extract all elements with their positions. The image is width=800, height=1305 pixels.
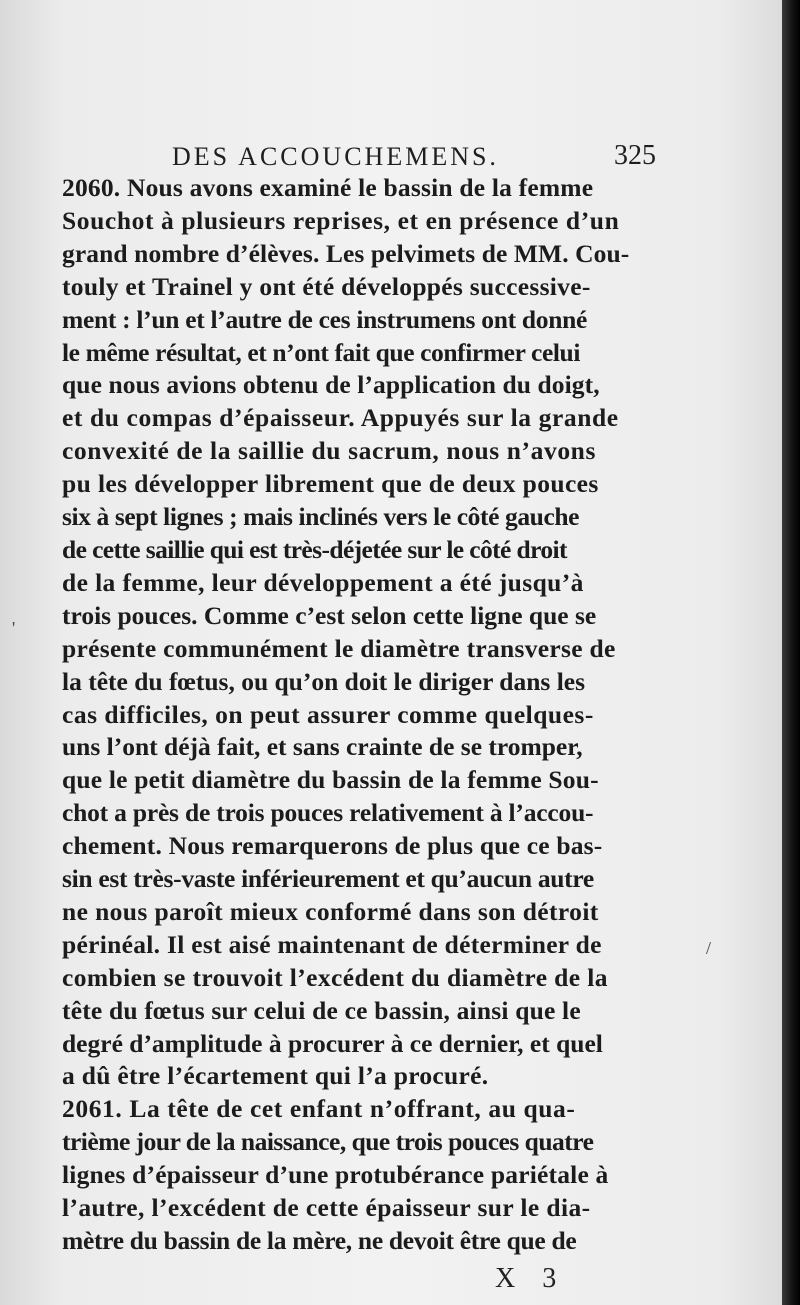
text-line: de cette saillie qui est très-déjetée sur le côté droit	[62, 534, 567, 564]
text-line: combien se trouvoit l’excédent du diamètre de la	[62, 962, 608, 992]
text-line: chement. Nous remarquerons de plus que ce bas-	[62, 831, 603, 861]
text-line: que le petit diamètre du bassin de la femme Sou-	[62, 765, 599, 795]
text-line: cas difficiles, on peut assurer comme quelques-	[62, 699, 594, 729]
text-line: convexité de la saillie du sacrum, nous n’avons	[62, 436, 596, 466]
text-line: uns l’ont déjà fait, et sans crainte de se tromper,	[62, 732, 583, 762]
text-line: périnéal. Il est aisé maintenant de déterminer de	[62, 929, 602, 959]
text-line: chot a près de trois pouces relativement à l’accou-	[62, 798, 594, 828]
text-line: trois pouces. Comme c’est selon cette ligne que se	[62, 600, 597, 630]
scan-edge	[782, 0, 800, 1305]
text-line: a dû être l’écartement qui l’a procuré.	[62, 1061, 489, 1091]
text-line: lignes d’épaisseur d’une protubérance pariétale à	[62, 1160, 609, 1190]
text-line: grand nombre d’élèves. Les pelvimets de MM. Cou-	[62, 238, 630, 268]
stray-mark: '	[12, 618, 16, 638]
text-line: touly et Trainel y ont été développés successive-	[62, 271, 591, 301]
text-line: ment : l’un et l’autre de ces instrumens ont donné	[62, 304, 587, 334]
text-line: six à sept lignes ; mais inclinés vers le côté gauche	[62, 502, 580, 532]
text-line: la tête du fœtus, ou qu’on doit le diriger dans les	[62, 666, 586, 696]
text-line: Souchot à plusieurs reprises, et en présence d’un	[62, 205, 620, 235]
body-text	[62, 172, 662, 1258]
text-line: le même résultat, et n’ont fait que confirmer celui	[62, 337, 581, 367]
text-line: pu les développer librement que de deux pouces	[62, 469, 599, 499]
text-line: ne nous paroît mieux conformé dans son détroit	[62, 896, 599, 926]
text-line: présente communément le diamètre transverse de	[62, 633, 616, 663]
text-line: sin est très-vaste inférieurement et qu’aucun autre	[62, 864, 594, 894]
text-line: 2060. Nous avons examiné le bassin de la femme	[62, 173, 594, 202]
text-line: de la femme, leur développement a été jusqu’à	[62, 567, 584, 597]
text-line: l’autre, l’excédent de cette épaisseur sur le dia-	[62, 1193, 591, 1223]
text-line: degré d’amplitude à procurer à ce dernier, et quel	[62, 1028, 603, 1058]
stray-mark: /	[706, 938, 712, 958]
text-line: 2061. La tête de cet enfant n’offrant, au qua-	[62, 1094, 576, 1124]
text-line: mètre du bassin de la mère, ne devoit être que de	[62, 1226, 577, 1255]
running-head: DES ACCOUCHEMENS.	[172, 142, 499, 171]
text-line: tête du fœtus sur celui de ce bassin, ainsi que le	[62, 995, 581, 1025]
signature-mark: X 3	[495, 1263, 567, 1294]
page-number: 325	[614, 140, 656, 171]
text-line: et du compas d’épaisseur. Appuyés sur la grande	[62, 403, 619, 433]
text-line: trième jour de la naissance, que trois pouces quatre	[62, 1127, 594, 1157]
text-line: que nous avions obtenu de l’application du doigt,	[62, 370, 600, 400]
